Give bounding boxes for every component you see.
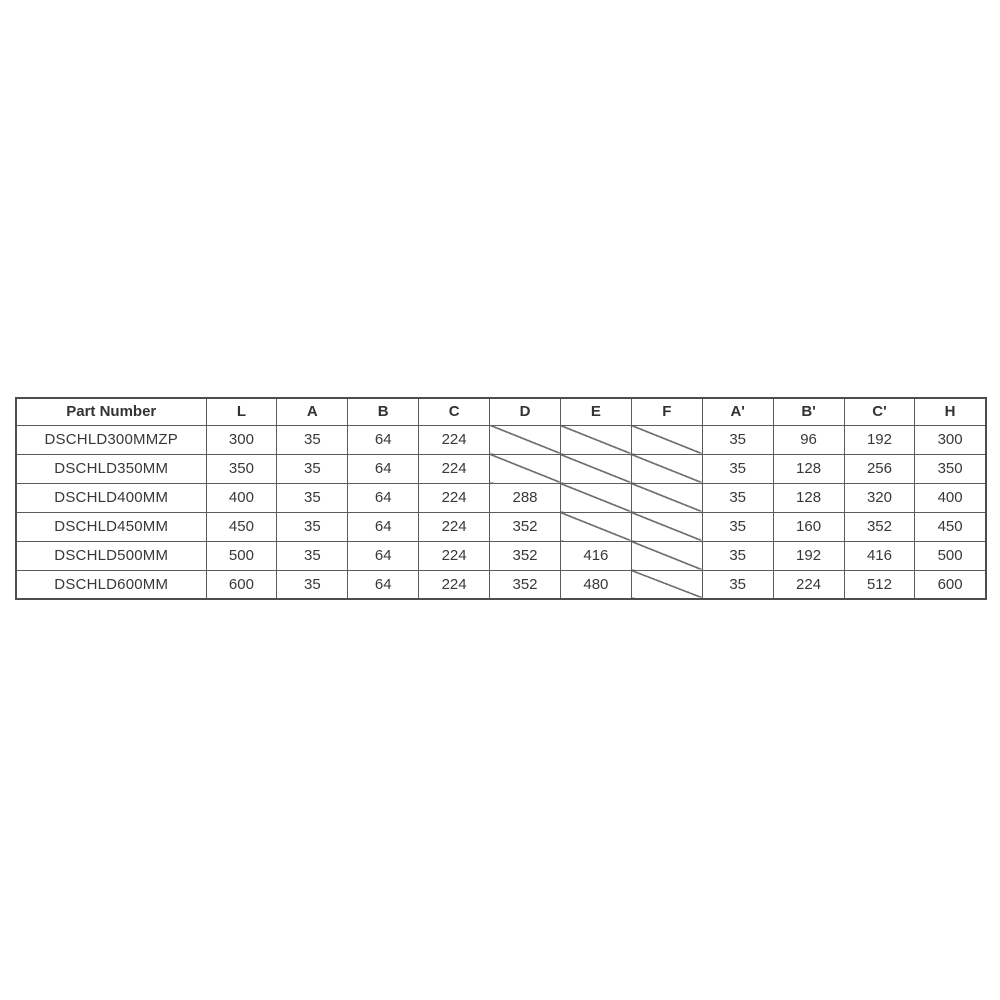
part-number-cell: DSCHLD600MM bbox=[16, 570, 206, 599]
column-header-l: L bbox=[206, 398, 277, 425]
table-row bbox=[16, 541, 986, 570]
value-cell-a: 35 bbox=[277, 483, 348, 512]
column-header-c: C bbox=[419, 398, 490, 425]
value-cell-d: 352 bbox=[490, 541, 561, 570]
column-header-a: A bbox=[277, 398, 348, 425]
table-row bbox=[16, 483, 986, 512]
value-cell-a-prime: 35 bbox=[702, 512, 773, 541]
value-cell-b-prime: 160 bbox=[773, 512, 844, 541]
not-applicable-slash-cell bbox=[631, 512, 702, 541]
not-applicable-slash-cell bbox=[560, 425, 631, 454]
value-cell-a-prime: 35 bbox=[702, 541, 773, 570]
value-cell-c-prime: 512 bbox=[844, 570, 915, 599]
value-cell-c-prime: 320 bbox=[844, 483, 915, 512]
not-applicable-slash-cell bbox=[631, 454, 702, 483]
value-cell-b: 64 bbox=[348, 483, 419, 512]
value-cell-a: 35 bbox=[277, 570, 348, 599]
not-applicable-slash-cell bbox=[560, 512, 631, 541]
part-number-cell: DSCHLD300MMZP bbox=[16, 425, 206, 454]
header-row bbox=[16, 398, 986, 425]
not-applicable-slash-cell bbox=[560, 483, 631, 512]
value-cell-b: 64 bbox=[348, 512, 419, 541]
value-cell-h: 600 bbox=[915, 570, 986, 599]
value-cell-h: 350 bbox=[915, 454, 986, 483]
table-row bbox=[16, 454, 986, 483]
value-cell-b: 64 bbox=[348, 454, 419, 483]
value-cell-b-prime: 128 bbox=[773, 483, 844, 512]
table-header bbox=[16, 398, 986, 425]
value-cell-c: 224 bbox=[419, 483, 490, 512]
value-cell-l: 300 bbox=[206, 425, 277, 454]
value-cell-c: 224 bbox=[419, 570, 490, 599]
part-number-cell: DSCHLD500MM bbox=[16, 541, 206, 570]
value-cell-c-prime: 352 bbox=[844, 512, 915, 541]
value-cell-c-prime: 192 bbox=[844, 425, 915, 454]
column-header-part-number: Part Number bbox=[16, 398, 206, 425]
value-cell-h: 500 bbox=[915, 541, 986, 570]
table-body bbox=[16, 425, 986, 599]
value-cell-l: 450 bbox=[206, 512, 277, 541]
value-cell-b: 64 bbox=[348, 425, 419, 454]
value-cell-a-prime: 35 bbox=[702, 454, 773, 483]
part-number-cell: DSCHLD350MM bbox=[16, 454, 206, 483]
column-header-h: H bbox=[915, 398, 986, 425]
value-cell-a: 35 bbox=[277, 512, 348, 541]
table-row bbox=[16, 570, 986, 599]
value-cell-l: 400 bbox=[206, 483, 277, 512]
value-cell-c: 224 bbox=[419, 541, 490, 570]
value-cell-b-prime: 128 bbox=[773, 454, 844, 483]
value-cell-b: 64 bbox=[348, 570, 419, 599]
table-row bbox=[16, 425, 986, 454]
value-cell-e: 416 bbox=[560, 541, 631, 570]
value-cell-c: 224 bbox=[419, 454, 490, 483]
not-applicable-slash-cell bbox=[490, 425, 561, 454]
spec-table bbox=[15, 397, 987, 600]
value-cell-a: 35 bbox=[277, 425, 348, 454]
not-applicable-slash-cell bbox=[560, 454, 631, 483]
not-applicable-slash-cell bbox=[631, 541, 702, 570]
not-applicable-slash-cell bbox=[631, 483, 702, 512]
not-applicable-slash-cell bbox=[631, 570, 702, 599]
value-cell-a: 35 bbox=[277, 541, 348, 570]
column-header-a-prime: A' bbox=[702, 398, 773, 425]
table-row bbox=[16, 512, 986, 541]
value-cell-c: 224 bbox=[419, 425, 490, 454]
value-cell-a-prime: 35 bbox=[702, 425, 773, 454]
value-cell-l: 500 bbox=[206, 541, 277, 570]
value-cell-d: 288 bbox=[490, 483, 561, 512]
value-cell-b: 64 bbox=[348, 541, 419, 570]
part-number-cell: DSCHLD450MM bbox=[16, 512, 206, 541]
value-cell-b-prime: 224 bbox=[773, 570, 844, 599]
value-cell-c: 224 bbox=[419, 512, 490, 541]
value-cell-e: 480 bbox=[560, 570, 631, 599]
value-cell-c-prime: 256 bbox=[844, 454, 915, 483]
value-cell-b-prime: 192 bbox=[773, 541, 844, 570]
value-cell-a: 35 bbox=[277, 454, 348, 483]
value-cell-a-prime: 35 bbox=[702, 570, 773, 599]
not-applicable-slash-cell bbox=[490, 454, 561, 483]
value-cell-b-prime: 96 bbox=[773, 425, 844, 454]
value-cell-l: 600 bbox=[206, 570, 277, 599]
column-header-d: D bbox=[490, 398, 561, 425]
column-header-e: E bbox=[560, 398, 631, 425]
value-cell-c-prime: 416 bbox=[844, 541, 915, 570]
value-cell-d: 352 bbox=[490, 512, 561, 541]
part-number-cell: DSCHLD400MM bbox=[16, 483, 206, 512]
value-cell-h: 400 bbox=[915, 483, 986, 512]
value-cell-d: 352 bbox=[490, 570, 561, 599]
value-cell-l: 350 bbox=[206, 454, 277, 483]
not-applicable-slash-cell bbox=[631, 425, 702, 454]
column-header-f: F bbox=[631, 398, 702, 425]
value-cell-h: 450 bbox=[915, 512, 986, 541]
column-header-b: B bbox=[348, 398, 419, 425]
value-cell-a-prime: 35 bbox=[702, 483, 773, 512]
column-header-c-prime: C' bbox=[844, 398, 915, 425]
column-header-b-prime: B' bbox=[773, 398, 844, 425]
value-cell-h: 300 bbox=[915, 425, 986, 454]
